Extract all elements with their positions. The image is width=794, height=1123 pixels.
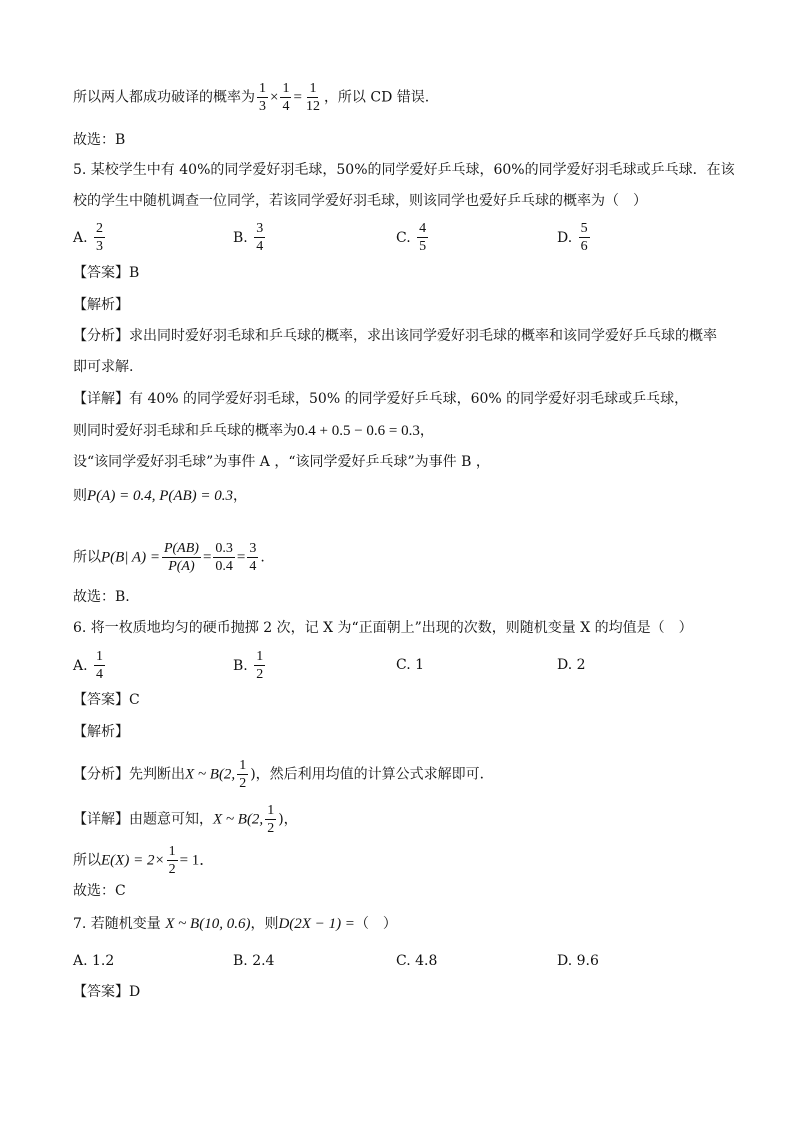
q5-detail-line3: 设“该同学爱好羽毛球”为事件 A ，“该同学爱好乒乓球”为事件 B ，	[73, 454, 490, 470]
q7-option-a: A. 1.2	[73, 953, 115, 969]
q5-detail-line1: 【详解】有 40% 的同学爱好羽毛球，50% 的同学爱好乒乓球，60% 的同学爱好羽毛球或乒乓球，	[73, 391, 689, 407]
q5-option-b: B. $\frac{3}{4}$	[233, 221, 264, 254]
q5-choose: 故选：B.	[73, 589, 130, 605]
fraction: $\frac{1}{4}$	[282, 81, 290, 114]
q6-option-d: D. 2	[557, 657, 586, 673]
q5-fenxi-line2: 即可求解.	[73, 359, 134, 375]
solution-line-prob: 所以两人都成功破译的概率为 $\frac{1}{3}$ × $\frac{1}{4}$ = $\frac{1}{12}$ ，所以 CD 错误.	[73, 81, 430, 114]
q5-answer: 【答案】B	[73, 265, 140, 281]
fraction: $\frac{1}{3}$	[259, 81, 266, 114]
q5-stem-line2: 校的学生中随机调查一位同学，若该同学爱好羽毛球，则该同学也爱好乒乓球的概率为（ ）	[73, 193, 647, 209]
q6-choose: 故选：C	[73, 883, 126, 899]
q7-option-b: B. 2.4	[233, 953, 275, 969]
q5-analysis-heading: 【解析】	[73, 297, 129, 313]
q5-fenxi-line1: 【分析】求出同时爱好羽毛球和乒乓球的概率，求出该同学爱好羽毛球的概率和该同学爱好乒乓球的概率	[73, 328, 717, 344]
q5-detail-line2: 则同时爱好羽毛球和乒乓球的概率为0.4 + 0.5 − 0.6 = 0.3，	[73, 423, 434, 439]
q6-detail: 【详解】由题意可知，X ~ B(2, $\frac{1}{2}$ )，	[73, 803, 298, 836]
q6-option-b: B. $\frac{1}{2}$	[233, 649, 264, 682]
q7-answer: 【答案】D	[73, 984, 141, 1000]
q5-option-c: C. $\frac{4}{5}$	[396, 221, 427, 254]
q6-stem: 6. 将一枚质地均匀的硬币抛掷 2 次，记 X 为“正面朝上”出现的次数，则随机变量 X 的均值是（ ）	[73, 620, 693, 636]
q5-option-a: A. $\frac{2}{3}$	[73, 221, 104, 254]
q7-option-d: D. 9.6	[557, 953, 599, 969]
q5-stem-line1: 5. 某校学生中有 40%的同学爱好羽毛球，50%的同学爱好乒乓球，60%的同学爱好羽毛球或乒乓球．在该	[73, 162, 735, 178]
choose-line: 故选：B	[73, 132, 126, 148]
q7-stem: 7. 若随机变量 X ~ B(10, 0.6)，则D(2X − 1) =（ ）	[73, 916, 397, 932]
q5-detail-line5: 所以P(B| A) = $\frac{P(AB)}{P(A)}$ = $\frac{0.3}{0.4}$ = $\frac{3}{4}$ .	[73, 541, 265, 574]
q6-option-a: A. $\frac{1}{4}$	[73, 649, 104, 682]
q6-fenxi: 【分析】先判断出X ~ B(2, $\frac{1}{2}$ )，然后利用均值的计算公式求解即可．	[73, 758, 494, 791]
q7-option-c: C. 4.8	[396, 953, 438, 969]
q5-option-d: D. $\frac{5}{6}$	[557, 221, 588, 254]
q6-analysis-heading: 【解析】	[73, 724, 129, 740]
q5-detail-line4: 则P(A) = 0.4, P(AB) = 0.3，	[73, 488, 248, 504]
q6-answer: 【答案】C	[73, 692, 140, 708]
q6-option-c: C. 1	[396, 657, 425, 673]
fraction: $\frac{1}{12}$	[305, 81, 320, 114]
q6-so: 所以E(X) = 2× $\frac{1}{2}$ = 1．	[73, 844, 215, 877]
